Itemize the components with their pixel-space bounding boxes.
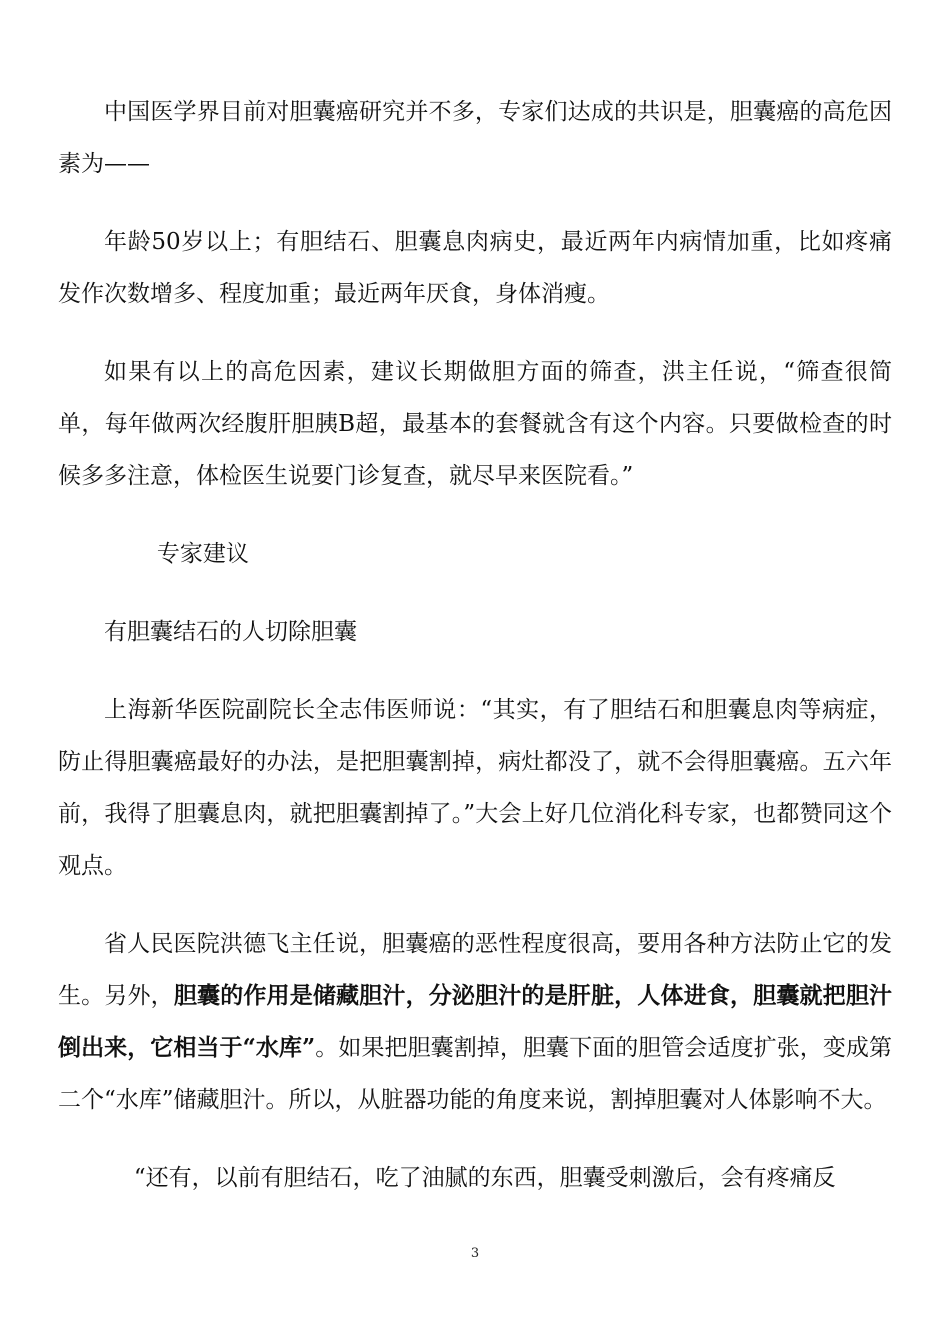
paragraph-screening-advice: 如果有以上的高危因素，建议长期做胆方面的筛查，洪主任说，“筛查很简单，每年做两次经腹肝胆胰B超，最基本的套餐就含有这个内容。只要做检查的时候多多注意，体检医生说要门诊复查，就尽早来医院看。” (58, 359, 892, 489)
section-heading-expert-advice: 专家建议 (156, 541, 249, 567)
paragraph-hong-defei-part2: 。如果把胆囊割掉，胆囊下面的胆管会适度扩张，变成第二个“水库”储藏胆汁。所以，从脏器功能的角度来说，割掉胆囊对人体影响不大。 (58, 1035, 892, 1113)
subheading-remove-gallbladder: 有胆囊结石的人切除胆囊 (104, 619, 357, 645)
paragraph-risk-factors: 年龄50岁以上；有胆结石、胆囊息肉病史，最近两年内病情加重，比如疼痛发作次数增多、程度加重；最近两年厌食，身体消瘦。 (58, 229, 892, 307)
paragraph-hong-defei-part1: 省人民医院洪德飞主任说，胆囊癌的恶性程度很高，要用各种方法防止它的发生。另外， (58, 931, 892, 1009)
document-page (58, 86, 892, 1230)
paragraph-quan-zhiwei-quote: 上海新华医院副院长全志伟医师说：“其实，有了胆结石和胆囊息肉等病症，防止得胆囊癌最好的办法，是把胆囊割掉，病灶都没了，就不会得胆囊癌。五六年前，我得了胆囊息肉，就把胆囊割掉了。”大会上好几位消化科专家，也都赞同这个观点。 (58, 697, 892, 879)
paragraph-hong-defei-bold: 胆囊的作用是储藏胆汁，分泌胆汁的是肝脏，人体进食，胆囊就把胆汁倒出来，它相当于“水库” (58, 982, 893, 1061)
paragraph-risk-consensus: 中国医学界目前对胆囊癌研究并不多，专家们达成的共识是，胆囊癌的高危因素为—— (58, 99, 892, 177)
paragraph-continued-quote: “还有，以前有胆结石，吃了油腻的东西，胆囊受刺激后，会有疼痛反 (133, 1165, 836, 1191)
page-number: 3 (470, 1246, 480, 1261)
paragraph-hong-defei (58, 918, 892, 1126)
